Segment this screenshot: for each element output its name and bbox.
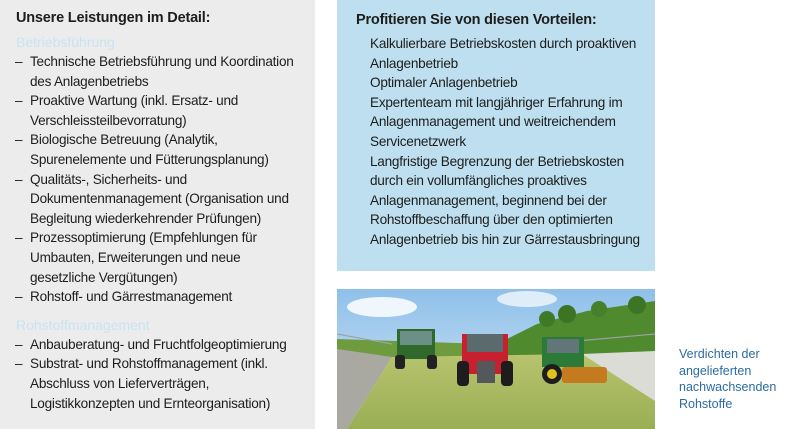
rohstoffmanagement-list [14,335,305,413]
list-item: – Proaktive Wartung (inkl. Ersatz- und Verschleissteilbevorratung) [14,91,305,130]
services-title: Unsere Leistungen im Detail: [16,10,211,26]
benefits-list [356,34,645,250]
benefits-panel [337,0,655,271]
benefit-item: Expertenteam mit langjähriger Erfahrung im Anlagenmanagement und weitreichendem Servicenetzwerk [370,94,623,149]
list-item: – Substrat- und Rohstoffmanagement (inkl. Abschluss von Lieferverträgen, Logistikkonzepten und Ernteorganisation) [14,354,305,413]
photo-illustration [337,289,655,429]
tractor-silage-photo [337,289,655,429]
photo-caption: Verdichten der angelieferten nachwachsenden Rohstoffe [679,347,777,411]
betriebsfuehrung-list [14,52,305,307]
list-item: – Rohstoff- und Gärrestmanagement [14,287,305,307]
benefit-item: Optimaler Anlagenbetrieb [370,75,518,91]
benefit-item: Langfristige Begrenzung der Betriebskosten durch ein vollumfängliches proaktives Anlagenmanagement, beginnend bei der Rohstoffbeschaffung über den optimierten Anlagenbetrieb bis hin zur Gärrestausbringung [370,153,640,247]
section-heading-betriebsfuehrung: Betriebsführung [16,34,115,50]
list-item: – Prozessoptimierung (Empfehlungen für Umbauten, Erweiterungen und neue gesetzliche Vergütungen) [14,228,305,287]
list-item: – Anbauberatung- und Fruchtfolgeoptimierung [14,335,305,355]
services-panel [0,0,315,429]
benefits-title: Profitieren Sie von diesen Vorteilen: [356,12,597,28]
list-item: – Technische Betriebsführung und Koordination des Anlagenbetriebs [14,52,305,91]
list-item: – Qualitäts-, Sicherheits- und Dokumentenmanagement (Organisation und Begleitung wiederkehrender Prüfungen) [14,170,305,229]
section-heading-rohstoffmanagement: Rohstoffmanagement [16,316,150,333]
benefit-item: Kalkulierbare Betriebskosten durch proaktiven Anlagenbetrieb [370,36,637,71]
list-item: – Biologische Betreuung (Analytik, Spurenelemente und Fütterungsplanung) [14,130,305,169]
